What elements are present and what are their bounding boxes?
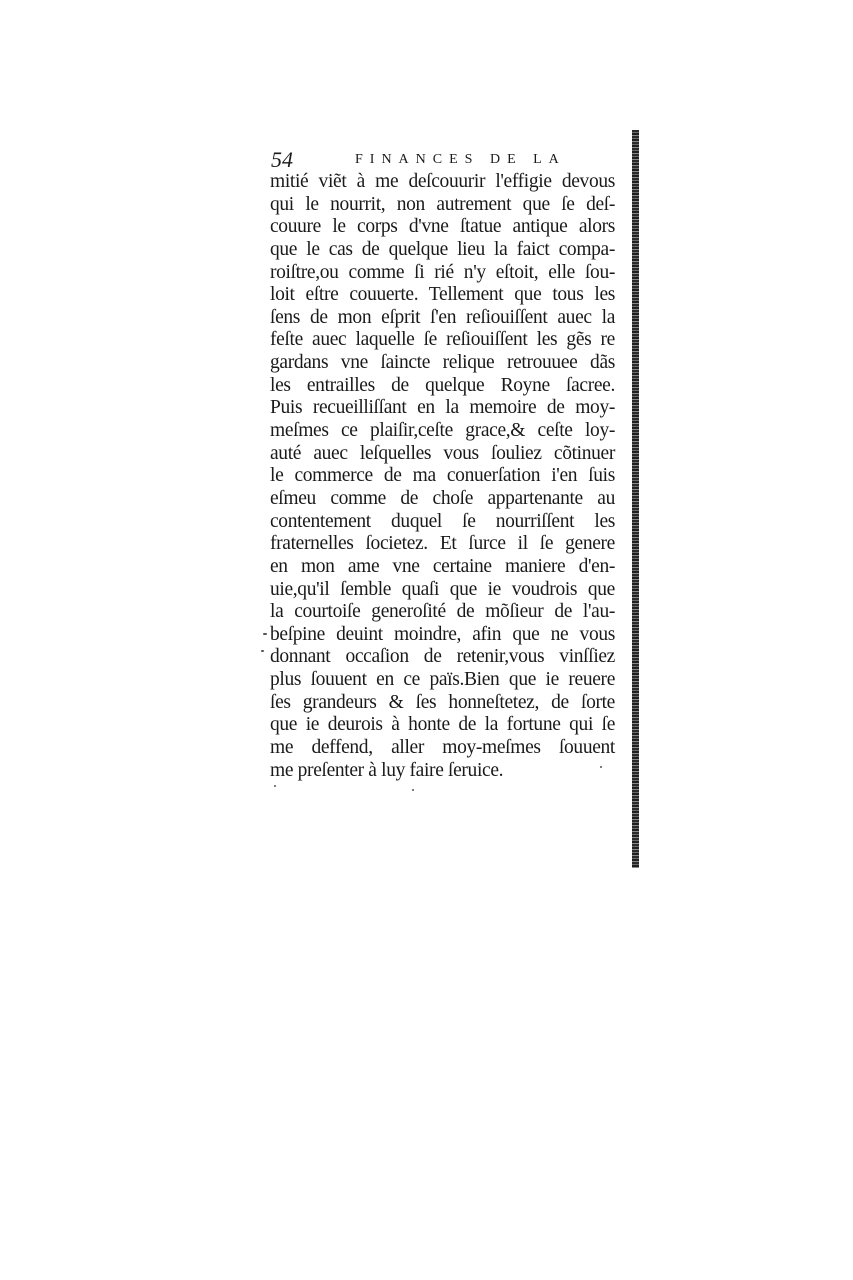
text-line: le commerce de ma conuerſation i'en ſuis <box>270 465 615 487</box>
text-line: que ie deurois à honte de la fortune qui ſe <box>270 714 615 736</box>
text-line: que le cas de quelque lieu la faict compa- <box>270 238 615 260</box>
text-line: uie,qu'il ſemble quaſi que ie voudrois que <box>270 578 615 600</box>
text-line: ſes grandeurs & ſes honneſtetez, de ſorte <box>270 691 615 713</box>
ink-speck <box>600 766 602 768</box>
text-line: loit eſtre couuerte. Tellement que tous les <box>270 284 615 306</box>
text-line: roiſtre,ou comme ſi rié n'y eſtoit, elle ſou- <box>270 261 615 283</box>
text-line: mitié viẽt à me deſcouurir l'effigie devous <box>270 171 615 192</box>
text-line: meſmes ce plaiſir,ceſte grace,& ceſte loy- <box>270 420 615 442</box>
running-title: FINANCES DE LA <box>355 152 566 167</box>
text-line: en mon ame vne certaine maniere d'en- <box>270 555 615 577</box>
text-line: ſens de mon eſprit ſ'en reſiouiſſent auec la <box>270 306 615 328</box>
text-line: plus ſouuent en ce païs.Bien que ie reuere <box>270 669 615 691</box>
text-line: qui le nourrit, non autrement que ſe deſ- <box>270 193 615 215</box>
ink-speck <box>261 650 264 652</box>
text-line: la courtoiſe generoſité de mõſieur de l'au- <box>270 601 615 623</box>
page-edge-shadow <box>632 130 639 868</box>
ink-speck <box>274 785 276 787</box>
text-line: les entrailles de quelque Royne ſacree. <box>270 374 615 396</box>
ink-speck <box>263 633 267 635</box>
text-line: feſte auec laquelle ſe reſiouiſſent les gẽs re <box>270 329 615 351</box>
text-line: me preſenter à luy faire ſeruice. <box>270 759 504 781</box>
text-line: fraternelles ſocietez. Et ſurce il ſe genere <box>270 533 615 555</box>
ink-speck <box>412 789 414 791</box>
body-text <box>270 171 615 782</box>
text-line: Puis recueilliſſant en la memoire de moy- <box>270 397 615 419</box>
text-line: gardans vne ſaincte relique retrouuee dãs <box>270 352 615 374</box>
text-line: auté auec leſquelles vous ſouliez cõtinuer <box>270 442 615 464</box>
text-line: donnant occaſion de retenir,vous vinſſiez <box>270 646 615 668</box>
text-line: eſmeu comme de choſe appartenante au <box>270 487 615 509</box>
running-head <box>271 146 621 174</box>
text-line: contentement duquel ſe nourriſſent les <box>270 510 615 532</box>
text-line: couure le corps d'vne ſtatue antique alors <box>270 216 615 238</box>
page-number: 54 <box>271 147 293 172</box>
text-line: me deffend, aller moy-meſmes ſouuent <box>270 737 615 759</box>
text-line: beſpine deuint moindre, afin que ne vous <box>270 623 615 645</box>
